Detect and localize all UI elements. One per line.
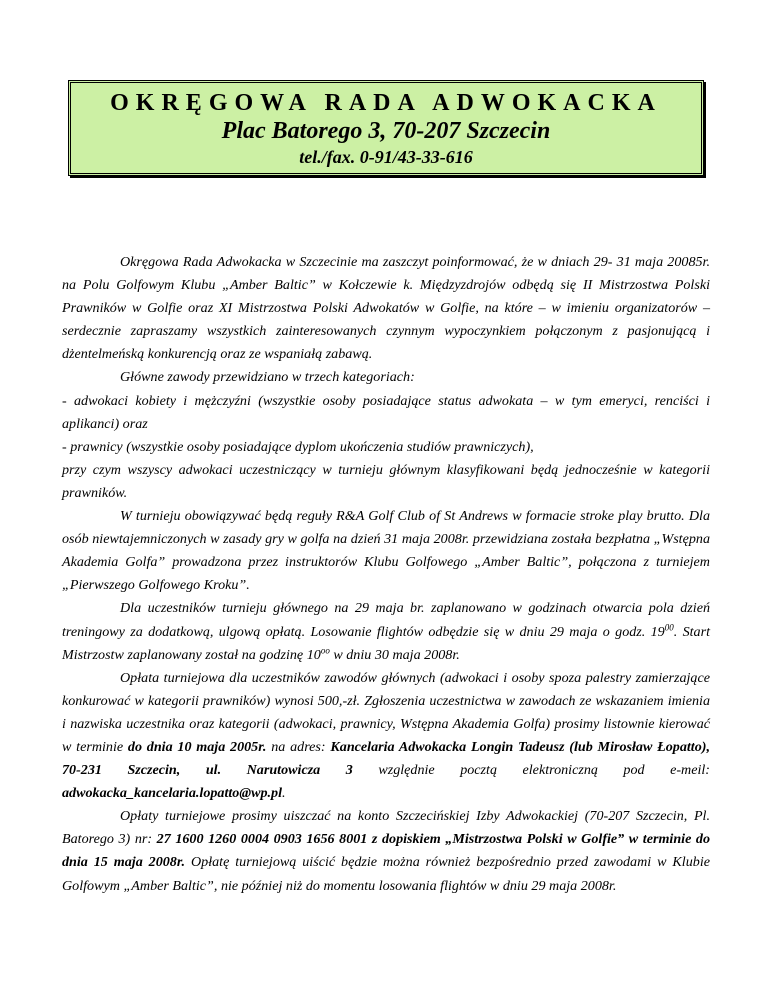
payment-text-b: Opłatę turniejową uiścić będzie można również bezpośrednio przed zawodami w Klubie Golfowym „Amber Baltic”, nie później niż do momentu losowania flightów w dniu 29 maja 2008r.	[62, 854, 710, 894]
fees-text-a: Opłata turniejowa dla uczestników zawodów głównych (adwokaci i osoby spoza palestry zamierzające konkurować w kategorii prawników) wynosi 500,-zł. Zgłoszenia uczestnictwa w zawodach ze wskazaniem imienia i nazwiska uczestnika oraz kategorii (adwokaci, prawnicy, Wstępna Akademia Golfa) prosimy listownie kierować w terminie	[62, 669, 710, 755]
start-time-superscript: oo	[320, 644, 330, 655]
paragraph-schedule	[62, 597, 710, 666]
letterhead-box	[68, 80, 704, 176]
registration-address: Kancelaria Adwokacka Longin Tadeusz (lub Mirosław Łopatto), 70-231 Szczecin, ul. Narutowicza 3	[62, 738, 710, 779]
organization-name: OKRĘGOWA RADA ADWOKACKA	[110, 90, 662, 116]
paragraph-fees-registration	[62, 667, 710, 806]
fees-text-c: względnie pocztą elektroniczną pod e-meil:	[352, 762, 711, 779]
paragraph-categories-intro: Główne zawody przewidziano w trzech kategoriach:	[120, 369, 415, 386]
schedule-text-b: . Start Mistrzostw zaplanowany został na godzinę 10	[62, 623, 710, 663]
bank-account-details: 27 1600 1260 0004 0903 1656 8001 z dopiskiem „Mistrzostwa Polski w Golfie” w terminie do dnia 15 maja 2008r.	[62, 831, 711, 871]
fees-text-b: na adres:	[266, 738, 331, 755]
paragraph-category-lawyers: - prawnicy (wszystkie osoby posiadające dyplom ukończenia studiów prawniczych),	[62, 438, 534, 455]
payment-text-a: Opłaty turniejowe prosimy uiszczać na konto Szczecińskiej Izby Adwokackiej (70-207 Szczecin, Pl. Batorego 3) nr:	[62, 808, 710, 848]
paragraph-rules: W turnieju obowiązywać będą reguły R&A Golf Club of St Andrews w formacie stroke play brutto. Dla osób niewtajemniczonych w zasady gry w golfa na dzień 31 maja 2008r. przewidziana została bezpłatna „Wstępna Akademia Golfa” prowadzona przez instruktorów Klubu Golfowego „Amber Baltic”, połączona z turniejem „Pierwszego Golfowego Kroku”.	[62, 508, 710, 594]
registration-deadline: do dnia 10 maja 2005r.	[127, 738, 267, 755]
schedule-text-a: Dla uczestników turnieju głównego na 29 maja br. zaplanowano w godzinach otwarcia pola dzień treningowy za dodatkową, ulgową opłatą. Losowanie flightów odbędzie się w dniu 29 maja o godz. 19	[62, 600, 710, 640]
paragraph-classification-note: przy czym wszyscy adwokaci uczestniczący w turnieju głównym klasyfikowani będą jednocześnie w kategorii prawników.	[62, 461, 710, 501]
paragraph-invitation: Okręgowa Rada Adwokacka w Szczecinie ma zaszczyt poinformować, że w dniach 29- 31 maja 20085r. na Polu Golfowym Klubu „Amber Baltic” w Kołczewie k. Międzyzdrojów odbędą się II Mistrzostwa Polski Prawników w Golfie oraz XI Mistrzostwa Polski Adwokatów w Golfie, na które – w imieniu organizatorów – serdecznie zapraszamy wszystkich zainteresowanych czynnym wypoczynkiem połączonym z pasjonującą i dżentelmeńską konkurencją oraz ze wspaniałą zabawą.	[62, 254, 710, 363]
letter-body	[62, 251, 710, 898]
fees-text-d: .	[282, 785, 286, 802]
paragraph-payment	[62, 805, 710, 897]
organization-phone: tel./fax. 0-91/43-33-616	[299, 147, 473, 167]
registration-email: adwokacka_kancelaria.lopatto@wp.pl	[62, 785, 283, 802]
organization-address: Plac Batorego 3, 70-207 Szczecin	[221, 118, 551, 144]
schedule-text-c: w dniu 30 maja 2008r.	[329, 646, 460, 663]
draw-time-superscript: 00	[664, 621, 674, 632]
paragraph-category-advocates: - adwokaci kobiety i mężczyźni (wszystkie osoby posiadające status adwokata – w tym emeryci, renciści i aplikanci) oraz	[62, 392, 710, 432]
